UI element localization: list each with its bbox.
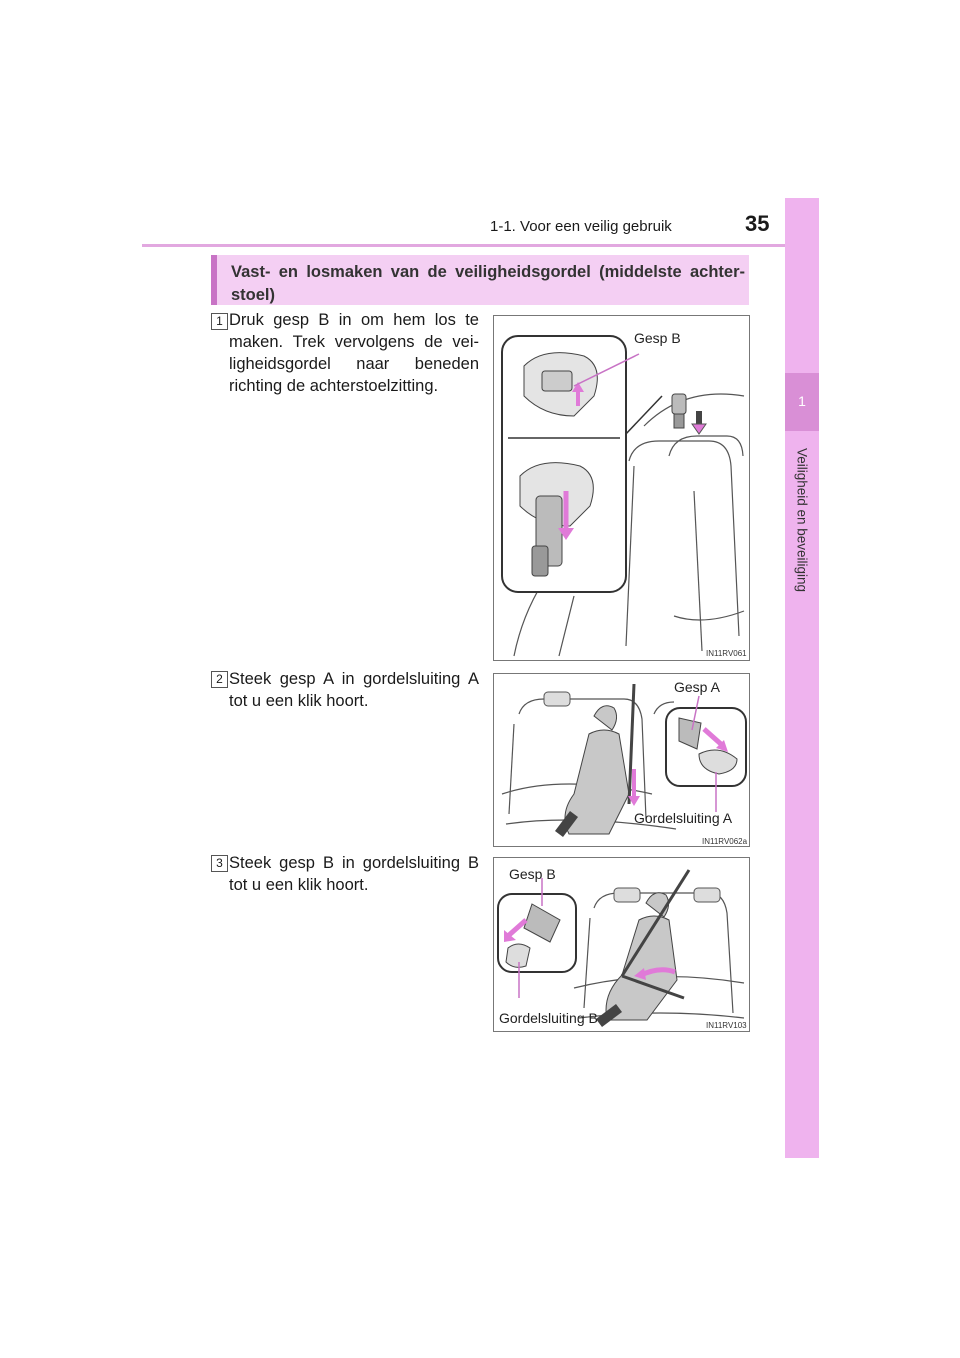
step-number-1: 1 — [211, 313, 228, 330]
figure-code: IN11RV062a — [702, 837, 748, 846]
figure-code: IN11RV103 — [706, 1021, 747, 1030]
section-heading-box — [211, 255, 749, 305]
illustration-step-3 — [493, 857, 750, 1032]
section-title: Vast- en losmaken van de veiligheidsgordel (middelste achter-stoel) — [231, 263, 745, 304]
step-text-2: Steek gesp A in gordelsluiting A tot u een klik hoort. — [229, 670, 479, 710]
illustration-step-1 — [493, 315, 750, 661]
callout-gordelsluiting-a: Gordelsluiting A — [634, 810, 733, 826]
step-text-1: Druk gesp B in om hem los te maken. Trek vervolgens de vei-ligheidsgordel naar beneden richting de achterstoelzitting. — [229, 311, 479, 395]
step-number-2: 2 — [211, 671, 228, 688]
illustration-step-2 — [493, 673, 750, 847]
callout-gordelsluiting-b: Gordelsluiting B — [499, 1010, 598, 1026]
chapter-side-tab — [785, 198, 819, 1158]
buckle-b-drawing — [494, 858, 750, 1032]
callout-gesp-a: Gesp A — [674, 679, 720, 695]
running-header: 1-1. Voor een veilig gebruik — [490, 218, 672, 235]
step-text-3: Steek gesp B in gordelsluiting B tot u een klik hoort. — [229, 854, 479, 894]
callout-gesp-b: Gesp B — [509, 866, 556, 882]
page-number: 35 — [745, 211, 770, 236]
step-number-3: 3 — [211, 855, 228, 872]
callout-gesp-b: Gesp B — [634, 330, 681, 346]
header-divider — [142, 244, 818, 247]
chapter-number: 1 — [798, 393, 806, 409]
seatbelt-release-drawing — [494, 316, 750, 661]
figure-code: IN11RV061 — [706, 649, 747, 658]
chapter-title: Veiligheid en beveiliging — [794, 447, 810, 593]
